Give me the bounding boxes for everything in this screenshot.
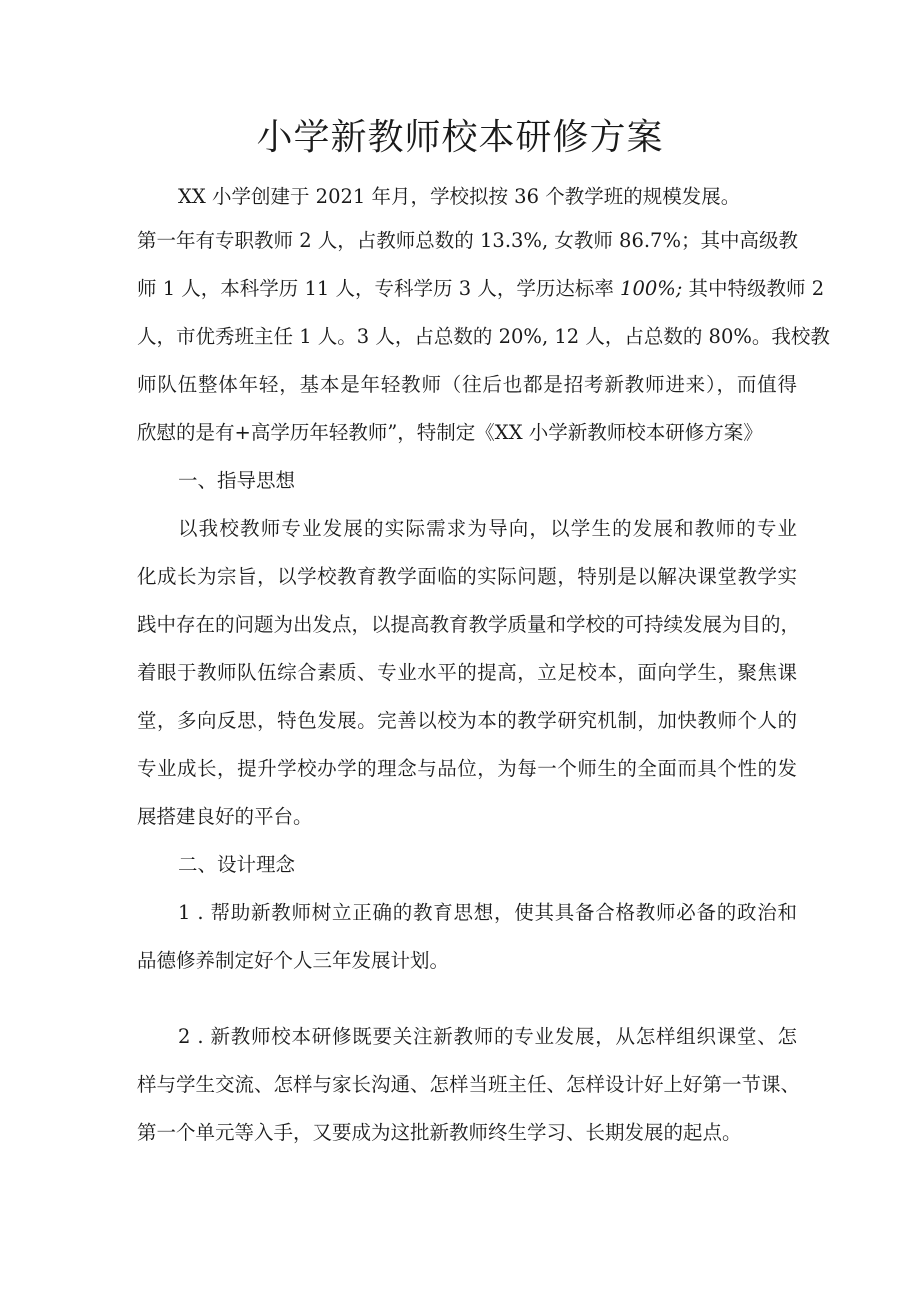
intro-line-1: XX 小学创建于 2021 年月，学校拟按 36 个教学班的规模发展。 [178, 185, 741, 208]
intro-line-3 [137, 274, 825, 304]
section-1-line-6: 专业成长，提升学校办学的理念与品位，为每一个师生的全面而具个性的发 [137, 757, 797, 780]
intro-line-5: 师队伍整体年轻，基本是年轻教师（往后也都是招考新教师进来），而值得 [137, 373, 797, 396]
section-2-item-2-line-3: 第一个单元等入手，又要成为这批新教师终生学习、长期发展的起点。 [137, 1121, 742, 1144]
section-2-item-1-line-2: 品德修养制定好个人三年发展计划。 [137, 949, 450, 972]
section-2-heading: 二、设计理念 [178, 853, 296, 876]
intro-line-3-rate: 100%; [620, 277, 683, 300]
section-1-line-3: 践中存在的问题为出发点，以提高教育教学质量和学校的可持续发展为目的， [137, 613, 801, 636]
section-1-heading: 一、指导思想 [178, 469, 296, 492]
intro-line-2: 第一年有专职教师 2 人，占教师总数的 13.3%, 女教师 86.7%；其中高级教 [137, 229, 798, 252]
intro-line-3-part-1: 师 1 人，本科学历 11 人，专科学历 3 人，学历达标率 [137, 277, 621, 300]
document-title: 小学新教师校本研修方案 [256, 117, 664, 158]
section-1-line-4: 着眼于教师队伍综合素质、专业水平的提高，立足校本，面向学生，聚焦课 [137, 661, 797, 684]
intro-line-4: 人，市优秀班主任 1 人。3 人，占总数的 20%, 12 人，占总数的 80%。我校教 [137, 325, 830, 348]
section-1-line-7: 展搭建良好的平台。 [137, 805, 313, 828]
intro-line-3-part-2: 其中特级教师 2 [682, 277, 825, 300]
section-1-line-1: 以我校教师专业发展的实际需求为导向，以学生的发展和教师的专业 [178, 517, 797, 540]
section-2-item-1-line-1: 1 . 帮助新教师树立正确的教育思想，使其具备合格教师必备的政治和 [178, 901, 797, 924]
section-2-item-2-line-1: 2 . 新教师校本研修既要关注新教师的专业发展，从怎样组织课堂、怎 [178, 1025, 797, 1048]
section-1-line-5: 堂，多向反思，特色发展。完善以校为本的教学研究机制，加快教师个人的 [137, 709, 797, 732]
intro-line-6: 欣慰的是有+高学历年轻教师”，特制定《XX 小学新教师校本研修方案》 [137, 421, 763, 444]
section-2-item-2-line-2: 样与学生交流、怎样与家长沟通、怎样当班主任、怎样设计好上好第一节课、 [137, 1073, 801, 1096]
section-1-line-2: 化成长为宗旨，以学校教育教学面临的实际问题，特别是以解决课堂教学实 [137, 565, 797, 588]
